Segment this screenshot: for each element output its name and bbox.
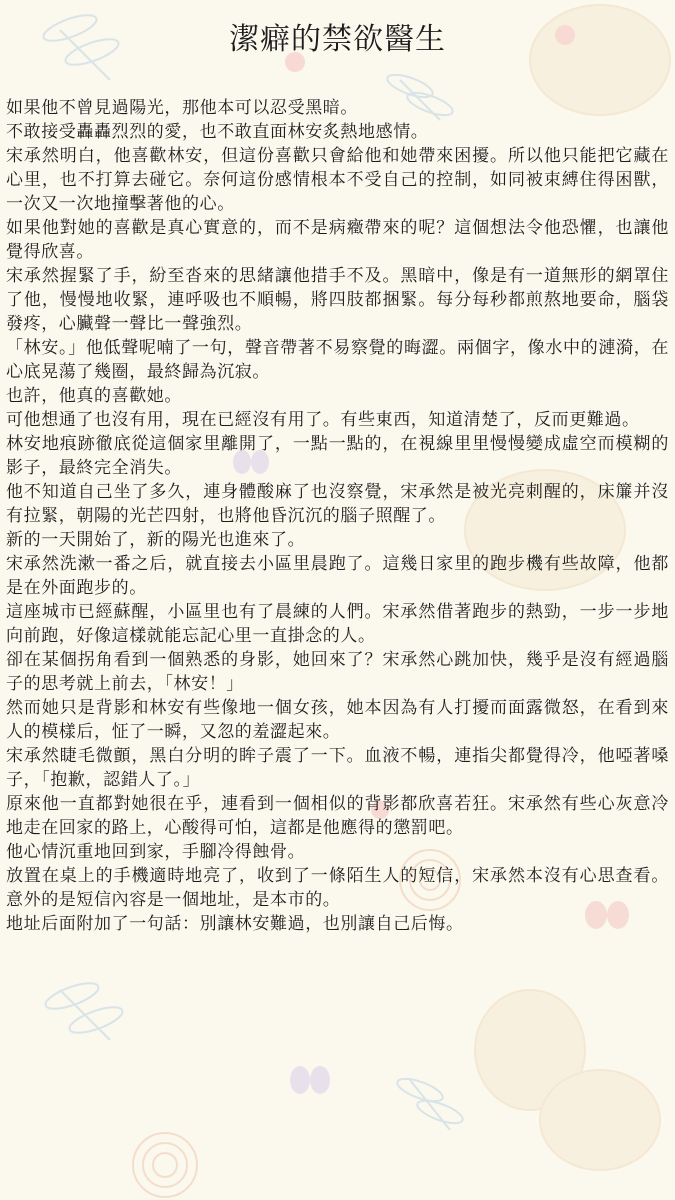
story-body <box>6 96 669 936</box>
paragraph: 宋承然握緊了手，紛至沓來的思緒讓他措手不及。黑暗中，像是有一道無形的網罩住了他，慢慢地收緊，連呼吸也不順暢，將四肢都捆緊。每分每秒都煎熬地要命，腦袋發疼，心臟聲一聲比一聲強烈。 <box>6 266 669 334</box>
paragraph: 原來他一直都對她很在乎，連看到一個相似的背影都欣喜若狂。宋承然有些心灰意冷地走在回家的路上，心酸得可怕，這都是他應得的懲罰吧。 <box>6 794 669 838</box>
paragraph: 宋承然明白，他喜歡林安，但這份喜歡只會給他和她帶來困擾。所以他只能把它藏在心里，也不打算去碰它。奈何這份感情根本不受自己的控制，如同被束縛住得困獸，一次又一次地撞擊著他的心。 <box>6 146 669 214</box>
paragraph: 然而她只是背影和林安有些像地一個女孩，她本因為有人打擾而面露微怒，在看到來人的模樣后，怔了一瞬，又忽的羞澀起來。 <box>6 698 669 742</box>
paragraph: 也許，他真的喜歡她。 <box>6 386 182 406</box>
paragraph: 這座城市已經蘇醒，小區里也有了晨練的人們。宋承然借著跑步的熱勁，一步一步地向前跑，好像這樣就能忘記心里一直掛念的人。 <box>6 602 669 646</box>
paragraph: 卻在某個拐角看到一個熟悉的身影，她回來了？宋承然心跳加快，幾乎是沒有經過腦子的思考就上前去，「林安！」 <box>6 650 669 694</box>
paragraph: 宋承然睫毛微顫，黑白分明的眸子震了一下。血液不暢，連指尖都覺得冷，他啞著嗓子，「抱歉，認錯人了。」 <box>6 746 669 790</box>
paragraph: 新的一天開始了，新的陽光也進來了。 <box>6 530 306 550</box>
paragraph: 如果他對她的喜歡是真心實意的，而不是病癥帶來的呢？這個想法令他恐懼，也讓他覺得欣喜。 <box>6 218 669 262</box>
paragraph: 如果他不曾見過陽光，那他本可以忍受黑暗。 <box>6 98 358 118</box>
paragraph: 他心情沉重地回到家，手腳冷得蝕骨。 <box>6 842 306 862</box>
paragraph: 放置在桌上的手機適時地亮了，收到了一條陌生人的短信，宋承然本沒有心思查看。意外的是短信內容是一個地址，是本市的。 <box>6 866 669 910</box>
paragraph: 地址后面附加了一句話：別讓林安難過，也別讓自己后悔。 <box>6 914 464 934</box>
paragraph: 不敢接受轟轟烈烈的愛，也不敢直面林安炙熱地感情。 <box>6 122 429 142</box>
page-title: 潔癖的禁欲醫生 <box>229 22 446 57</box>
paragraph: 可他想通了也沒有用，現在已經沒有用了。有些東西，知道清楚了，反而更難過。 <box>6 410 640 430</box>
paragraph: 林安地痕跡徹底從這個家里離開了，一點一點的，在視線里里慢慢變成虛空而模糊的影子，最終完全消失。 <box>6 434 669 478</box>
paragraph: 宋承然洗漱一番之后，就直接去小區里晨跑了。這幾日家里的跑步機有些故障，他都是在外面跑步的。 <box>6 554 669 598</box>
paragraph: 「林安。」他低聲呢喃了一句，聲音帶著不易察覺的晦澀。兩個字，像水中的漣漪，在心底晃蕩了幾圈，最終歸為沉寂。 <box>6 338 669 382</box>
paragraph: 他不知道自己坐了多久，連身體酸麻了也沒察覺，宋承然是被光亮刺醒的，床簾并沒有拉緊，朝陽的光芒四射，也將他昏沉沉的腦子照醒了。 <box>6 482 669 526</box>
